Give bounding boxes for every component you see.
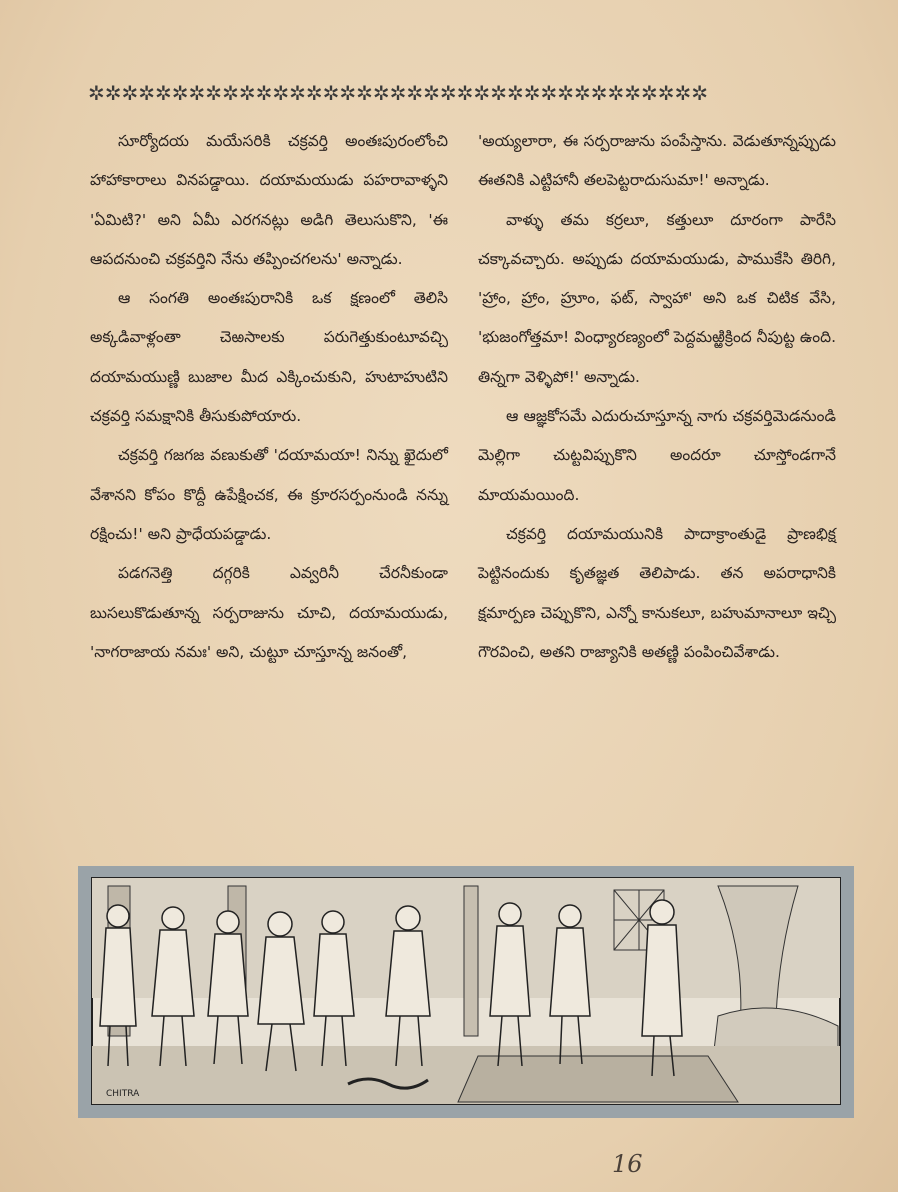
page-number: 16 <box>612 1150 643 1178</box>
paragraph: సూర్యోదయ మయేసరికి చక్రవర్తి అంతఃపురంలోంచి హాహాకారాలు వినపడ్డాయి. దయామయుడు పహరావాళ్ళని 'ఏమిటి?' అని ఏమీ ఎరగనట్లు అడిగి తెలుసుకొని, 'ఈ ఆపదనుంచి చక్రవర్తిని నేను తప్పించగలను' అన్నాడు. <box>90 132 448 268</box>
paragraph: ఆ సంగతి అంతఃపురానికి ఒక క్షణంలో తెలిసి అక్కడివాళ్లంతా చెఱసాలకు పరుగెత్తుకుంటూవచ్చి దయామయుణ్ణి బుజాల మీద ఎక్కించుకుని, హుటాహుటిని చక్రవర్తి సమక్షానికి తీసుకుపోయారు. <box>90 289 448 426</box>
paragraph: చక్రవర్తి గజగజ వణుకుతో 'దయామయా! నిన్ను ఖైదులో వేశానని కోపం కొద్దీ ఉపేక్షించక, ఈ క్రూరసర్పంనుండి నన్ను రక్షించు!' అని ప్రాధేయపడ్డాడు. <box>90 446 448 543</box>
artist-signature: CHITRA <box>106 1089 140 1099</box>
left-text-column <box>90 122 448 672</box>
paragraph: పడగనెత్తి దగ్గరికి ఎవ్వరినీ చేరనీకుండా బుసలుకొడుతూన్న సర్పరాజును చూచి, దయామయుడు, 'నాగరాజాయ నమః' అని, చుట్టూ చూస్తూన్న జనంతో, <box>90 564 448 661</box>
right-text-column <box>478 122 836 672</box>
paragraph: ఆ ఆజ్ఞకోసమే ఎదురుచూస్తూన్న నాగు చక్రవర్తిమెడనుండి మెల్లిగా చుట్టవిప్పుకొని అందరూ చూస్తోండగానే మాయమయింది. <box>478 407 836 504</box>
illustration-drawing <box>78 866 854 1118</box>
paragraph: 'అయ్యలారా, ఈ సర్పరాజును పంపేస్తాను. వెడుతూన్నప్పుడు ఈతనికి ఎట్టిహానీ తలపెట్టరాదుసుమా!' అన్నాడు. <box>478 132 836 190</box>
paragraph: చక్రవర్తి దయామయునికి పాదాక్రాంతుడై ప్రాణభిక్ష పెట్టినందుకు కృతజ్ఞత తెలిపాడు. తన అపరాధానికి క్షమార్పణ చెప్పుకొని, ఎన్నో కానుకలూ, బహుమానాలూ ఇచ్చి గౌరవించి, అతని రాజ్యానికి అతణ్ణి పంపించివేశాడు. <box>478 524 836 661</box>
court-scene-illustration <box>78 866 854 1118</box>
ornamental-pattern-icon: ✲✲✲✲✲✲✲✲✲✲✲✲✲✲✲✲✲✲✲✲✲✲✲✲✲✲✲✲✲✲✲✲✲✲✲✲✲ <box>88 81 709 105</box>
paragraph: వాళ్ళు తమ కర్రలూ, కత్తులూ దూరంగా పారేసి చక్కావచ్చారు. అప్పుడు దయామయుడు, పాముకేసి తిరిగి, 'హ్రాం, హ్రాం, హ్రూం, ఫట్, స్వాహా' అని ఒక చిటిక వేసి, 'భుజంగోత్తమా! వింధ్యారణ్యంలో పెద్దమఱ్ఱిక్రింద నీపుట్ట ఉంది. తిన్నగా వెళ్ళిపో!' అన్నాడు. <box>478 210 837 386</box>
decorative-border <box>88 80 840 106</box>
